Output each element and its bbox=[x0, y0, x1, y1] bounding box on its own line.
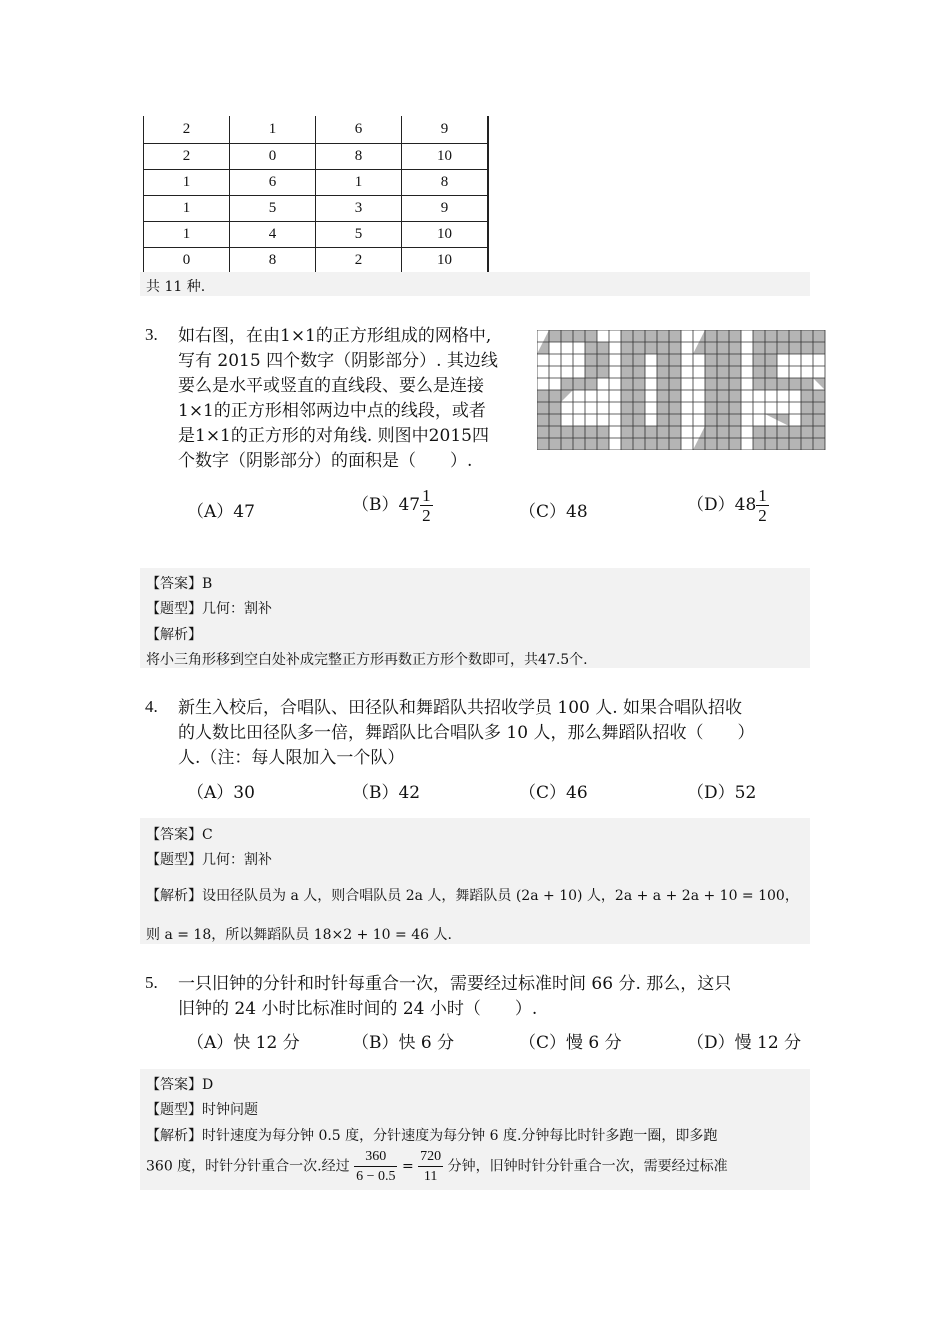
table-cell: 3 bbox=[316, 196, 402, 222]
table-cell: 6 bbox=[230, 170, 316, 196]
q3-number: 3. bbox=[145, 325, 158, 344]
q3-line: 是1×1的正方形的对角线. 则图中2015四 bbox=[178, 426, 489, 446]
q3-line: 个数字（阴影部分）的面积是（ ）. bbox=[178, 451, 473, 471]
q3-type: 【题型】几何：割补 bbox=[146, 601, 272, 617]
q5-line: 一只旧钟的分针和时针每重合一次，需要经过标准时间 66 分. 那么，这只 bbox=[178, 974, 732, 994]
table-row bbox=[144, 248, 489, 274]
table-cell: 9 bbox=[402, 116, 489, 144]
table-row bbox=[144, 170, 489, 196]
table-row bbox=[144, 144, 489, 170]
q4-answer: 【答案】C bbox=[146, 827, 213, 843]
table-row bbox=[144, 196, 489, 222]
q5-stem bbox=[178, 972, 731, 1022]
note-shade bbox=[140, 272, 810, 296]
table-cell: 1 bbox=[144, 170, 230, 196]
table-cell: 2 bbox=[144, 144, 230, 170]
table-cell: 6 bbox=[316, 116, 402, 144]
table-cell: 8 bbox=[230, 248, 316, 274]
q5-analysis-text-a: 360 度，时针分针重合一次.经过 bbox=[146, 1158, 350, 1175]
q5-analysis-text-b: 分钟，旧钟时针分针重合一次，需要经过标准 bbox=[447, 1158, 728, 1175]
equals-sign: = bbox=[401, 1158, 414, 1175]
table-cell: 1 bbox=[316, 170, 402, 196]
q3-option-d[interactable] bbox=[687, 486, 769, 525]
q3-answer: 【答案】B bbox=[146, 576, 213, 592]
q3-option-d-prefix: （D）48 bbox=[687, 495, 757, 515]
fraction-numerator: 1 bbox=[758, 486, 767, 505]
q5-analysis-line1: 【解析】时针速度为每分钟 0.5 度，分针速度为每分钟 6 度.分钟每比时针多跑一圈，即多跑 bbox=[146, 1128, 718, 1144]
q4-analysis-line1: 【解析】设田径队员为 a 人，则合唱队员 2a 人，舞蹈队员 (2a + 10) 人，2a + a + 2a + 10 = 100， bbox=[146, 888, 799, 904]
q5-line: 旧钟的 24 小时比标准时间的 24 小时（ ）. bbox=[178, 999, 538, 1019]
table-cell: 5 bbox=[230, 196, 316, 222]
q4-stem bbox=[178, 696, 754, 771]
fraction-numerator: 1 bbox=[422, 486, 431, 505]
fraction-denominator: 6 − 0.5 bbox=[356, 1169, 396, 1184]
table-row bbox=[144, 116, 489, 144]
q3-analysis: 将小三角形移到空白处补成完整正方形再数正方形个数即可，共47.5个. bbox=[146, 652, 588, 668]
digit-5-shape bbox=[813, 378, 825, 390]
q5-analysis-line2 bbox=[146, 1147, 728, 1186]
q5-answer: 【答案】D bbox=[146, 1077, 214, 1093]
q3-option-b-fraction bbox=[420, 486, 433, 525]
table-cell: 10 bbox=[402, 222, 489, 248]
q5-option-c[interactable]: （C）慢 6 分 bbox=[519, 1033, 622, 1053]
q5-fraction-2 bbox=[418, 1147, 443, 1186]
q3-option-d-fraction bbox=[756, 486, 769, 525]
q3-line: 要么是水平或竖直的直线段、要么是连接 bbox=[178, 376, 484, 396]
table-cell: 10 bbox=[402, 248, 489, 274]
fraction-denominator: 2 bbox=[422, 506, 431, 525]
table-cell: 2 bbox=[316, 248, 402, 274]
q3-analysis-label: 【解析】 bbox=[146, 627, 202, 643]
q5-number: 5. bbox=[145, 973, 158, 992]
q3-line: 1×1的正方形相邻两边中点的线段，或者 bbox=[178, 401, 486, 421]
fraction-numerator: 720 bbox=[418, 1147, 443, 1167]
fraction-numerator: 360 bbox=[354, 1147, 397, 1167]
table-cell: 8 bbox=[402, 170, 489, 196]
q5-fraction-1 bbox=[354, 1147, 397, 1186]
q3-line: 写有 2015 四个数字（阴影部分）. 其边线 bbox=[178, 351, 498, 371]
q3-stem bbox=[178, 324, 498, 474]
table-cell: 10 bbox=[402, 144, 489, 170]
q3-option-b[interactable] bbox=[352, 486, 433, 525]
table-cell: 1 bbox=[144, 222, 230, 248]
q5-type: 【题型】时钟问题 bbox=[146, 1102, 258, 1118]
table-cell: 1 bbox=[230, 116, 316, 144]
table-cell: 8 bbox=[316, 144, 402, 170]
q4-analysis-line2: 则 a = 18，所以舞蹈队员 18×2 + 10 = 46 人. bbox=[146, 927, 452, 943]
q3-option-b-prefix: （B）47 bbox=[352, 495, 421, 515]
q5-option-b[interactable]: （B）快 6 分 bbox=[352, 1033, 455, 1053]
q4-option-d[interactable]: （D）52 bbox=[687, 783, 757, 803]
table-cell: 1 bbox=[144, 196, 230, 222]
q4-number: 4. bbox=[145, 697, 158, 716]
solution-table bbox=[143, 116, 489, 274]
table-cell: 9 bbox=[402, 196, 489, 222]
q5-option-d[interactable]: （D）慢 12 分 bbox=[687, 1033, 802, 1053]
digit-5-shape bbox=[777, 378, 813, 390]
fraction-denominator: 11 bbox=[423, 1169, 438, 1184]
table-cell: 0 bbox=[230, 144, 316, 170]
table-cell: 0 bbox=[144, 248, 230, 274]
q4-option-a[interactable]: （A）30 bbox=[187, 783, 255, 803]
q3-line: 如右图，在由1×1的正方形组成的网格中, bbox=[178, 326, 492, 346]
q5-option-a[interactable]: （A）快 12 分 bbox=[187, 1033, 300, 1053]
table-row bbox=[144, 222, 489, 248]
total-note: 共 11 种. bbox=[146, 279, 206, 295]
fraction-denominator: 2 bbox=[758, 506, 767, 525]
table-cell: 2 bbox=[144, 116, 230, 144]
q3-option-a[interactable]: （A）47 bbox=[187, 502, 255, 522]
grid-2015-figure bbox=[537, 330, 829, 450]
q3-option-c[interactable]: （C）48 bbox=[519, 502, 588, 522]
q4-option-c[interactable]: （C）46 bbox=[519, 783, 588, 803]
q4-option-b[interactable]: （B）42 bbox=[352, 783, 421, 803]
q4-line: 人.（注：每人限加入一个队） bbox=[178, 748, 405, 768]
table-cell: 4 bbox=[230, 222, 316, 248]
table-cell: 5 bbox=[316, 222, 402, 248]
q4-line: 新生入校后，合唱队、田径队和舞蹈队共招收学员 100 人. 如果合唱队招收 bbox=[178, 698, 743, 718]
q4-line: 的人数比田径队多一倍，舞蹈队比合唱队多 10 人，那么舞蹈队招收（ ） bbox=[178, 723, 755, 743]
q4-type: 【题型】几何：割补 bbox=[146, 852, 272, 868]
